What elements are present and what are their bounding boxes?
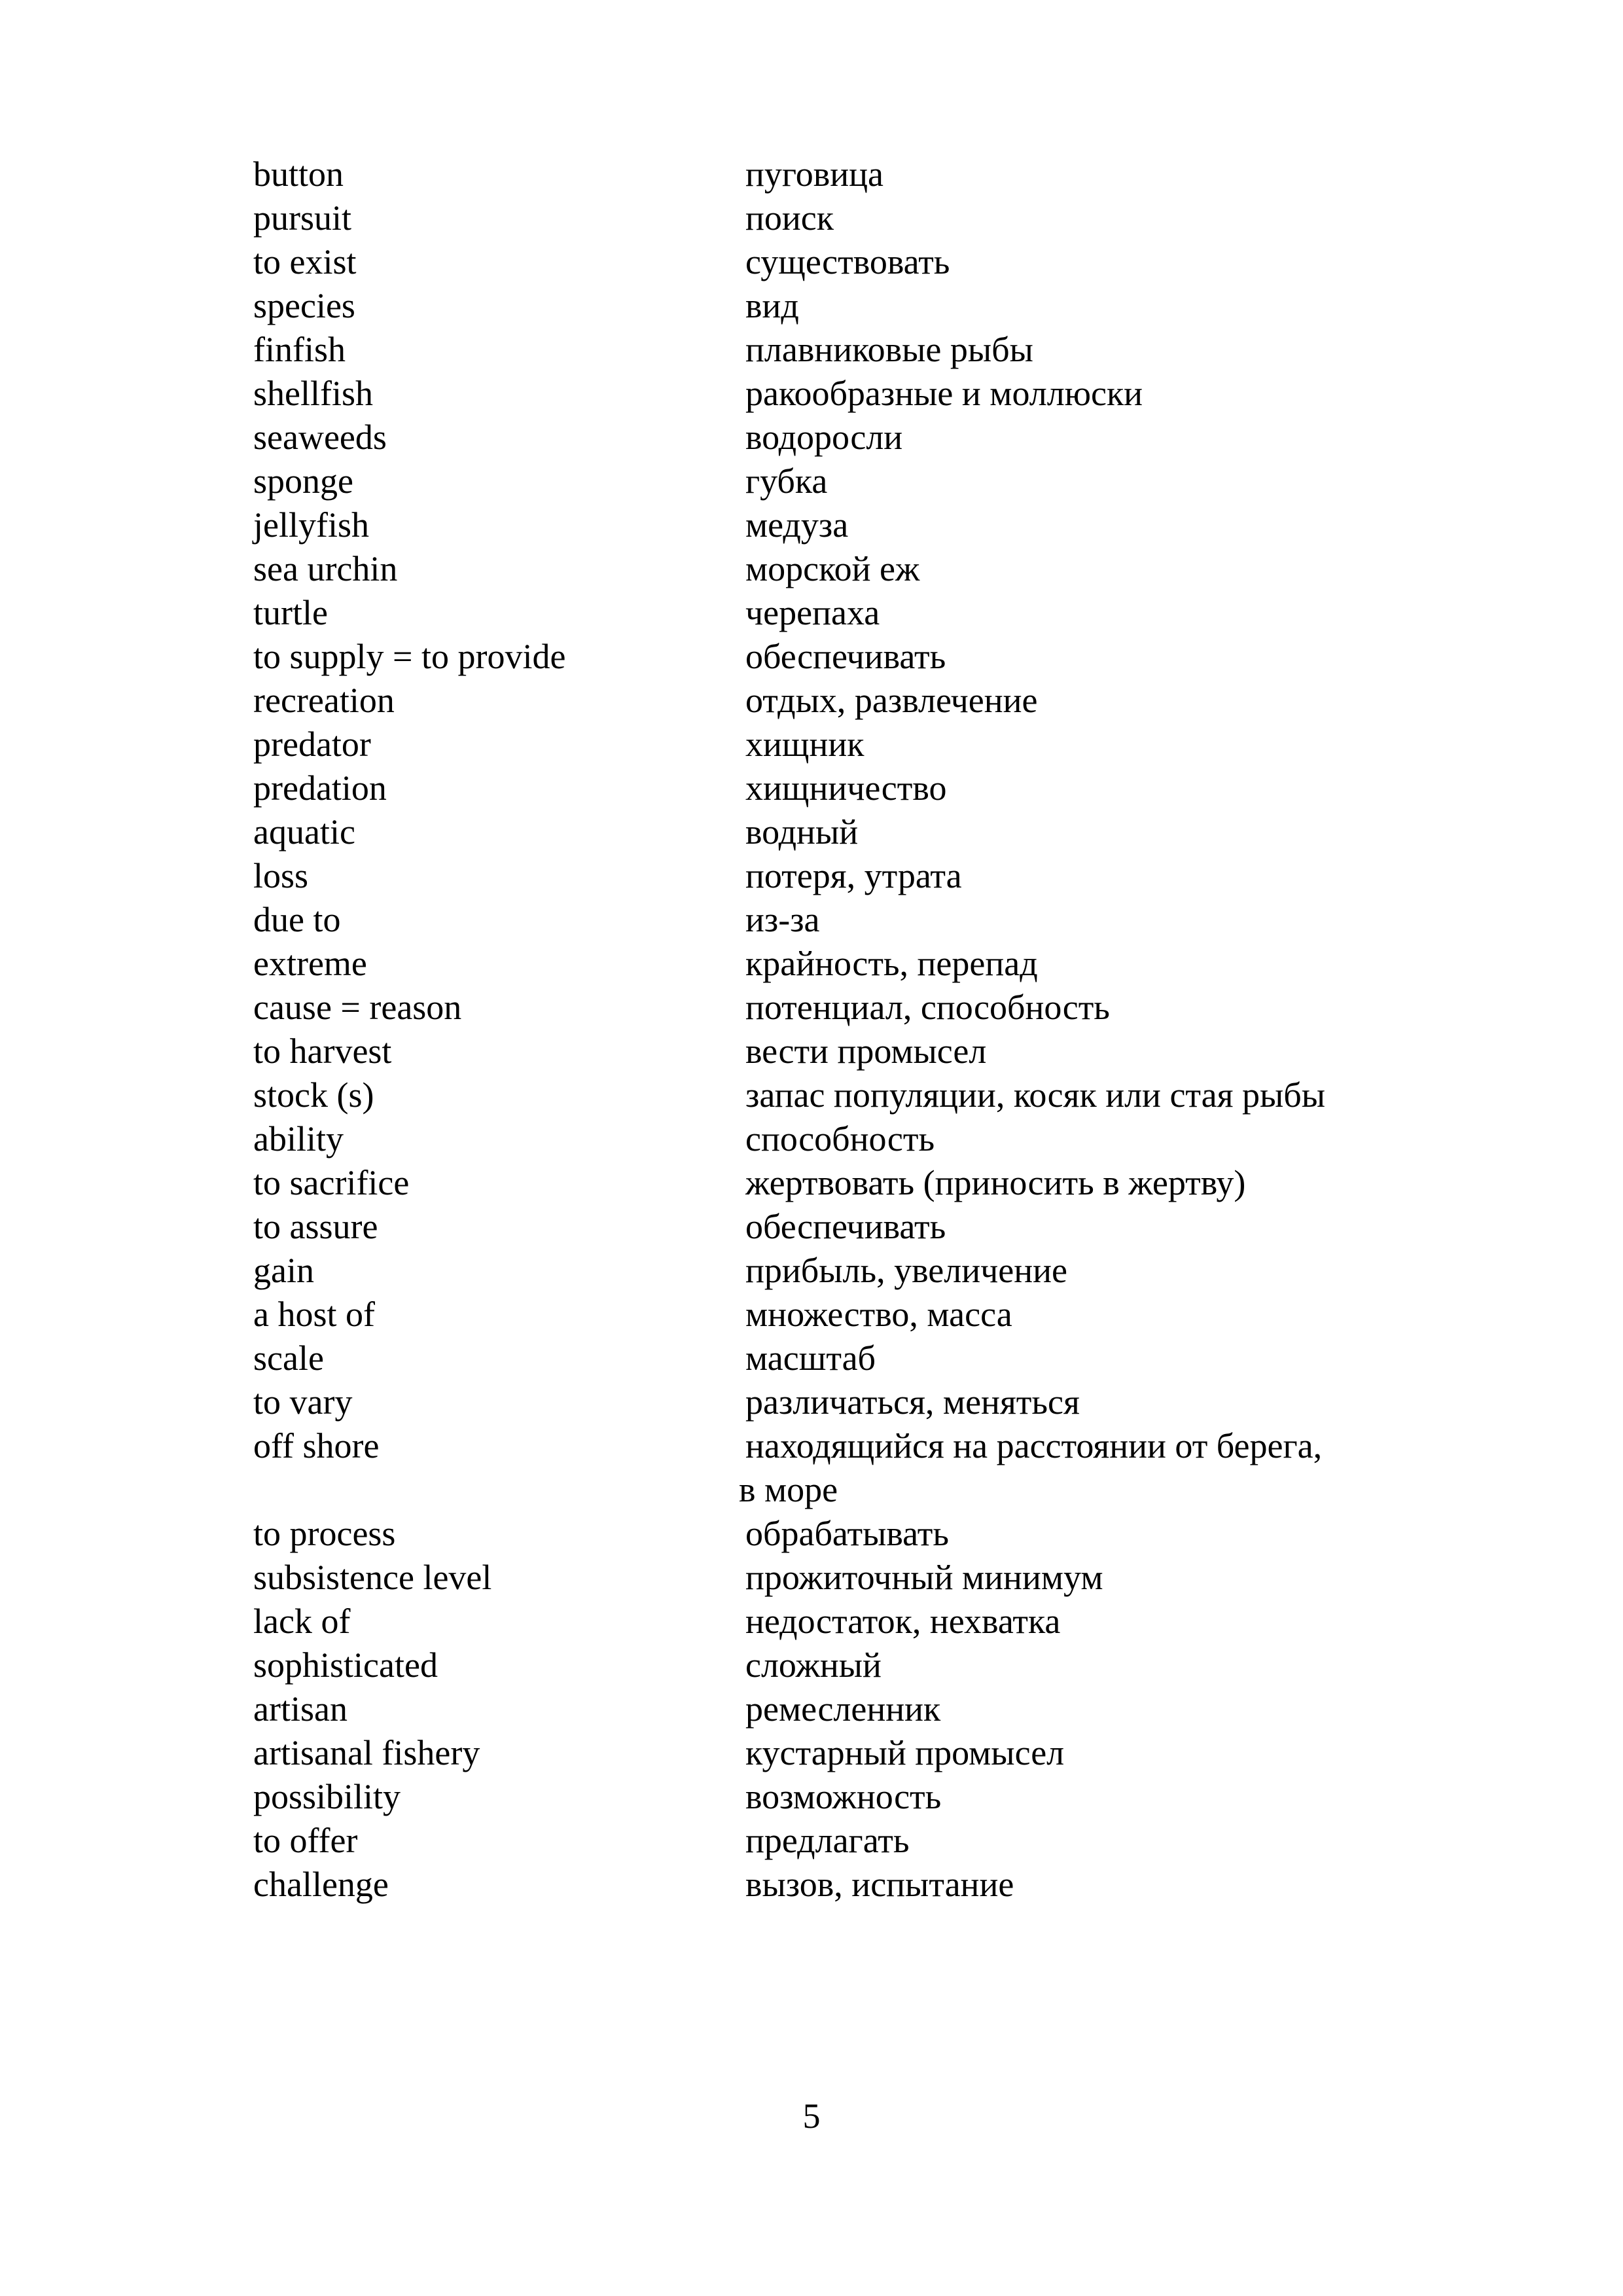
glossary-term: a host of — [253, 1295, 375, 1334]
glossary-term: subsistence level — [253, 1558, 492, 1597]
glossary-term — [253, 1468, 745, 1512]
glossary-term: species — [253, 286, 355, 325]
glossary-term: aquatic — [253, 812, 355, 852]
glossary-entry — [253, 1336, 1431, 1380]
glossary-entry — [253, 459, 1431, 503]
glossary-translation: запас популяции, косяк или стая рыбы — [745, 1075, 1326, 1115]
glossary-translation: прибыль, увеличение — [745, 1251, 1068, 1290]
glossary-translation: жертвовать (приносить в жертву) — [745, 1163, 1246, 1202]
glossary-translation: черепаха — [745, 593, 880, 632]
glossary-translation: пуговица — [745, 154, 883, 194]
glossary-term: possibility — [253, 1777, 401, 1816]
glossary-term: to supply = to provide — [253, 637, 566, 676]
glossary-entry — [253, 854, 1431, 898]
glossary-entry — [253, 284, 1431, 328]
glossary-translation: ремесленник — [745, 1689, 941, 1729]
glossary-list — [253, 152, 1431, 1907]
glossary-term: lack of — [253, 1602, 351, 1641]
glossary-entry — [253, 547, 1431, 591]
glossary-entry — [253, 591, 1431, 635]
glossary-entry — [253, 766, 1431, 810]
glossary-translation: существовать — [745, 242, 950, 281]
glossary-translation: способность — [745, 1119, 935, 1158]
glossary-translation: потенциал, способность — [745, 988, 1110, 1027]
glossary-term: scale — [253, 1338, 324, 1378]
glossary-term: sea urchin — [253, 549, 398, 588]
glossary-translation: обрабатывать — [745, 1514, 949, 1553]
glossary-term: to exist — [253, 242, 357, 281]
glossary-entry — [253, 810, 1431, 854]
glossary-entry — [253, 1424, 1431, 1468]
glossary-entry — [253, 328, 1431, 372]
glossary-term: shellfish — [253, 374, 373, 413]
glossary-term: stock (s) — [253, 1075, 374, 1115]
glossary-translation: в море — [739, 1470, 838, 1509]
glossary-translation: кустарный промысел — [745, 1733, 1065, 1772]
glossary-term: to process — [253, 1514, 396, 1553]
glossary-translation: множество, масса — [745, 1295, 1012, 1334]
glossary-translation: из-за — [745, 900, 820, 939]
glossary-term: sophisticated — [253, 1645, 438, 1685]
page-number: 5 — [802, 2096, 821, 2136]
glossary-translation: поиск — [745, 198, 834, 238]
glossary-translation: масштаб — [745, 1338, 876, 1378]
glossary-term: seaweeds — [253, 418, 387, 457]
glossary-term: gain — [253, 1251, 314, 1290]
glossary-translation: морской еж — [745, 549, 920, 588]
glossary-term: artisanal fishery — [253, 1733, 480, 1772]
glossary-term: extreme — [253, 944, 367, 983]
glossary-term: to assure — [253, 1207, 378, 1246]
glossary-entry-continuation — [253, 1468, 1431, 1512]
glossary-translation: возможность — [745, 1777, 942, 1816]
glossary-term: to vary — [253, 1382, 353, 1422]
glossary-entry — [253, 503, 1431, 547]
glossary-entry — [253, 679, 1431, 723]
glossary-translation: различаться, меняться — [745, 1382, 1080, 1422]
glossary-translation: плавниковые рыбы — [745, 330, 1033, 369]
glossary-entry — [253, 1643, 1431, 1687]
glossary-translation: находящийся на расстоянии от берега, — [745, 1426, 1323, 1465]
glossary-term: off shore — [253, 1426, 380, 1465]
glossary-entry — [253, 196, 1431, 240]
glossary-entry — [253, 1249, 1431, 1293]
glossary-entry — [253, 1380, 1431, 1424]
glossary-term: artisan — [253, 1689, 348, 1729]
glossary-entry — [253, 372, 1431, 416]
glossary-translation: водоросли — [745, 418, 903, 457]
glossary-translation: ракообразные и моллюски — [745, 374, 1143, 413]
glossary-entry — [253, 898, 1431, 942]
glossary-entry — [253, 942, 1431, 986]
glossary-term: jellyfish — [253, 505, 369, 545]
glossary-term: recreation — [253, 681, 395, 720]
glossary-term: to harvest — [253, 1031, 392, 1071]
glossary-entry — [253, 152, 1431, 196]
glossary-translation: медуза — [745, 505, 849, 545]
glossary-term: button — [253, 154, 344, 194]
glossary-entry — [253, 1161, 1431, 1205]
glossary-translation: обеспечивать — [745, 637, 946, 676]
glossary-term: due to — [253, 900, 341, 939]
glossary-term: turtle — [253, 593, 328, 632]
glossary-term: ability — [253, 1119, 344, 1158]
glossary-entry — [253, 1556, 1431, 1600]
glossary-term: predator — [253, 725, 371, 764]
glossary-translation: сложный — [745, 1645, 882, 1685]
glossary-term: finfish — [253, 330, 346, 369]
glossary-term: challenge — [253, 1865, 389, 1904]
glossary-translation: крайность, перепад — [745, 944, 1038, 983]
glossary-translation: губка — [745, 461, 828, 501]
glossary-entry — [253, 240, 1431, 284]
glossary-translation: хищничество — [745, 768, 947, 808]
glossary-translation: хищник — [745, 725, 865, 764]
glossary-term: to offer — [253, 1821, 358, 1860]
glossary-translation: обеспечивать — [745, 1207, 946, 1246]
glossary-entry — [253, 1863, 1431, 1907]
glossary-term: predation — [253, 768, 387, 808]
glossary-translation: прожиточный минимум — [745, 1558, 1103, 1597]
glossary-entry — [253, 986, 1431, 1030]
glossary-translation: недостаток, нехватка — [745, 1602, 1061, 1641]
glossary-translation: вид — [745, 286, 799, 325]
glossary-translation: водный — [745, 812, 859, 852]
glossary-entry — [253, 1293, 1431, 1336]
glossary-term: loss — [253, 856, 309, 895]
glossary-entry — [253, 1600, 1431, 1643]
glossary-entry — [253, 1030, 1431, 1073]
glossary-entry — [253, 1775, 1431, 1819]
glossary-entry — [253, 1731, 1431, 1775]
glossary-entry — [253, 1512, 1431, 1556]
glossary-entry — [253, 635, 1431, 679]
glossary-translation: вызов, испытание — [745, 1865, 1014, 1904]
glossary-term: cause = reason — [253, 988, 462, 1027]
glossary-translation: вести промысел — [745, 1031, 987, 1071]
glossary-entry — [253, 1687, 1431, 1731]
glossary-term: sponge — [253, 461, 353, 501]
glossary-term: to sacrifice — [253, 1163, 410, 1202]
glossary-entry — [253, 1205, 1431, 1249]
glossary-entry — [253, 723, 1431, 766]
glossary-translation: отдых, развлечение — [745, 681, 1038, 720]
glossary-entry — [253, 1073, 1431, 1117]
glossary-entry — [253, 416, 1431, 459]
glossary-term: pursuit — [253, 198, 352, 238]
glossary-entry — [253, 1819, 1431, 1863]
glossary-entry — [253, 1117, 1431, 1161]
glossary-translation: потеря, утрата — [745, 856, 962, 895]
glossary-translation: предлагать — [745, 1821, 910, 1860]
